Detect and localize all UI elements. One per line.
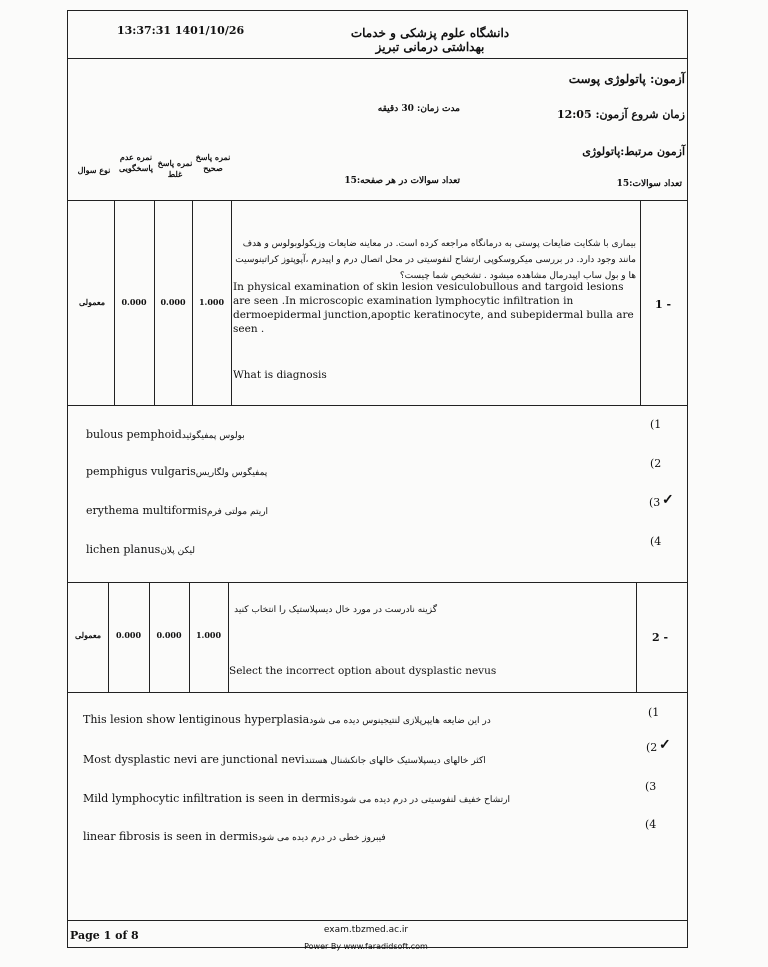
- checkmark-icon: ✓: [659, 737, 671, 753]
- divider: [67, 405, 688, 406]
- question-count: تعداد سوالات:15: [616, 179, 682, 189]
- timestamp: 13:37:31 1401/10/26: [117, 24, 245, 37]
- q1-option-2-number: (2: [650, 457, 662, 470]
- q1-option-3[interactable]: erythema multiformisاریتم مولتی فرم: [86, 504, 269, 517]
- q2-option-1[interactable]: This lesion show lentiginous hyperplasiaدر این ضایعه هایپرپلازی لنتیجینوس دیده می شود: [83, 713, 491, 726]
- q2-text-english: Select the incorrect option about dysplastic nevus: [229, 665, 497, 677]
- header-wrong-score: نمره پاسخ غلط: [157, 158, 193, 179]
- header-question-type: نوع سوال: [77, 165, 111, 175]
- q2-wrong-score: 0.000: [156, 630, 182, 640]
- divider: [67, 58, 688, 59]
- q2-correct-score: 1.000: [195, 630, 222, 640]
- q1-option-3-number: (3: [649, 496, 661, 509]
- start-time: زمان شروع آزمون: 12:05: [556, 108, 685, 121]
- page-number: Page 1 of 8: [70, 929, 139, 942]
- q1-correct-score: 1.000: [198, 297, 225, 307]
- university-title: دانشگاه علوم پزشکی و خدمات بهداشتی درمانی تبریز: [350, 26, 510, 54]
- q2-option-2[interactable]: Most dysplastic nevi are junctional neviاکثر خالهای دیسپلاستیک خالهای جانکشنال هستند: [83, 753, 486, 766]
- q1-option-4-number: (4: [650, 535, 662, 548]
- q1-option-1-number: (1: [650, 418, 662, 431]
- q2-text-persian: گزینه نادرست در مورد خال دیسپلاستیک را انتخاب کنید: [234, 605, 437, 615]
- q1-type: معمولی: [78, 297, 105, 307]
- q2-option-1-number: (1: [648, 706, 660, 719]
- divider: [67, 692, 688, 693]
- related-exam: آزمون مرتبط:پاتولوژی: [582, 145, 685, 158]
- q2-option-4[interactable]: linear fibrosis is seen in dermisفیبروز خطی در درم دیده می شود: [83, 830, 386, 843]
- q2-type: معمولی: [74, 630, 101, 640]
- q1-wrong-score: 0.000: [160, 297, 186, 307]
- grid-line: [231, 200, 232, 405]
- divider: [67, 200, 688, 201]
- q1-option-1[interactable]: bulous pemphoidبولوس پمفیگوئید: [86, 428, 245, 441]
- powered-by: Power By www.faradidsoft.com: [304, 942, 428, 951]
- q2-option-3-number: (3: [645, 780, 657, 793]
- q2-unanswered-score: 0.000: [115, 630, 142, 640]
- q2-option-4-number: (4: [645, 818, 657, 831]
- q1-number: 1 -: [655, 298, 672, 311]
- q1-text-english: In physical examination of skin lesion vesiculobullous and targoid lesions are seen .In microscopic examination lymphocytic infiltration in dermoepidermal junction,apoptic keratinocyte, and subepidermal bulla are seen .: [233, 281, 634, 335]
- header-correct-score: نمره پاسخ صحیح: [195, 152, 231, 173]
- divider: [67, 582, 688, 583]
- header-unanswered-score: نمره عدم پاسخگویی: [119, 152, 153, 173]
- q2-option-3[interactable]: Mild lymphocytic infiltration is seen in dermisارتشاح خفیف لنفوسیتی در درم دیده می شود: [83, 792, 510, 805]
- q1-option-2[interactable]: pemphigus vulgarisپمفیگوس ولگاریس: [86, 465, 268, 478]
- checkmark-icon: ✓: [662, 492, 674, 508]
- grid-line: [640, 200, 641, 405]
- q1-unanswered-score: 0.000: [121, 297, 147, 307]
- q2-option-2-number: (2: [646, 741, 658, 754]
- exam-site: exam.tbzmed.ac.ir: [323, 925, 409, 935]
- q1-text-persian: بیماری با شکایت ضایعات پوستی به درمانگاه مراجعه کرده است. در معاینه ضایعات وزیکولوبولوس و هدف مانند وجود دارد. در بررسی میکروسکوپی ارتشاح لنفوسیتی در محل اتصال درم و اپیدرم ،آپوپتوز کراتینوسیت ها و بول ساب اپیدرمال مشاهده میشود . تشخیص شما چیست؟: [235, 239, 636, 281]
- exam-name: آزمون: پاتولوژی پوست: [568, 72, 685, 86]
- q1-option-4[interactable]: lichen planusلیکن پلان: [86, 543, 195, 556]
- divider: [67, 920, 688, 921]
- q2-number: 2 -: [652, 631, 669, 644]
- questions-per-page: تعداد سوالات در هر صفحه:15: [344, 176, 460, 186]
- grid-line: [636, 582, 637, 692]
- duration: مدت زمان: 30 دقیقه: [377, 104, 460, 114]
- q1-prompt: What is diagnosis: [233, 369, 327, 381]
